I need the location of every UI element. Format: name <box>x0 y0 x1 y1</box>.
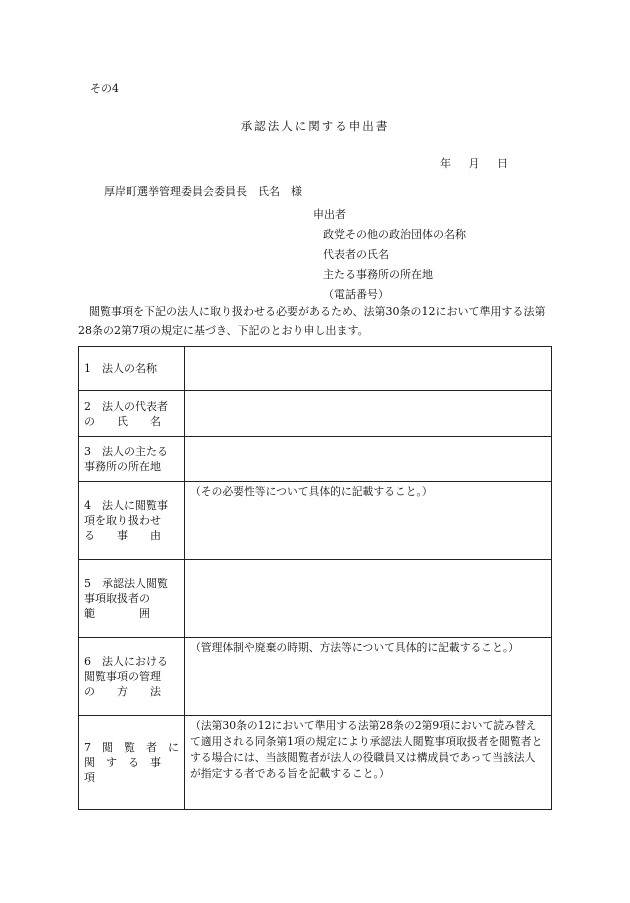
table-row <box>79 560 552 638</box>
row-label-line: 3 法人の主たる <box>84 445 168 458</box>
applicant-block <box>313 205 466 305</box>
row-label-line: 項を取り扱わせ <box>84 514 161 527</box>
row-label <box>79 482 185 560</box>
row-label-line: 関 す る 事 項 <box>84 756 172 784</box>
row-label-line: の 方 法 <box>84 685 161 698</box>
table-row <box>79 638 552 716</box>
date-line <box>440 155 508 171</box>
row-label <box>79 638 185 716</box>
table-row <box>79 347 552 391</box>
table-row <box>79 391 552 437</box>
row-label-line: の 氏 名 <box>84 414 161 428</box>
intro-paragraph: 閲覧事項を下記の法人に取り扱わせる必要があるため、法第30条の12において準用する法第28条の2第7項の規定に基づき、下記のとおり申し出ます。 <box>78 305 546 337</box>
row-label-line: る 事 由 <box>84 529 161 542</box>
row-label <box>79 347 185 391</box>
date-year: 年 <box>440 157 451 170</box>
row-label-line: 範 囲 <box>84 607 150 620</box>
handling-reason-field[interactable]: （その必要性等について具体的に記載すること。） <box>185 482 552 560</box>
row-label-line: 1 法人の名称 <box>84 362 157 375</box>
date-month: 月 <box>468 157 480 170</box>
table-row <box>79 437 552 482</box>
table-row <box>79 482 552 560</box>
applicant-heading: 申出者 <box>313 208 346 221</box>
row-label-line: 5 承認法人閲覧 <box>84 577 168 590</box>
viewer-matters-field[interactable]: （法第30条の12において準用する法第28条の2第9項において読み替えて適用される同条第1項の規定により承認法人閲覧事項取扱者を閲覧者とする場合には、当該閲覧者が法人の役職員又は構成員であって当該法人が指定する者である旨を記載すること。） <box>185 716 552 810</box>
form-number: その4 <box>90 82 119 95</box>
row-label-line: 事項取扱者の <box>84 592 150 605</box>
table-row <box>79 716 552 810</box>
handler-scope-field[interactable] <box>185 560 552 638</box>
applicant-address: 主たる事務所の所在地 <box>323 268 433 281</box>
corporation-name-field[interactable] <box>185 347 552 391</box>
row-label <box>79 391 185 437</box>
document-title: 承認法人に関する申出書 <box>240 119 390 133</box>
applicant-org-name: 政党その他の政治団体の名称 <box>323 228 466 241</box>
row-label-line: 事務所の所在地 <box>84 460 161 473</box>
addressee: 厚岸町選挙管理委員会委員長 氏名 様 <box>104 185 302 198</box>
row-label <box>79 716 185 810</box>
date-day: 日 <box>497 157 508 170</box>
application-table <box>78 346 552 810</box>
row-label-line: 6 法人における <box>84 655 168 668</box>
applicant-phone: （電話番号） <box>323 288 389 301</box>
applicant-representative: 代表者の氏名 <box>323 248 389 261</box>
row-label-line: 4 法人に閲覧事 <box>84 499 168 512</box>
office-address-field[interactable] <box>185 437 552 482</box>
representative-name-field[interactable] <box>185 391 552 437</box>
row-label-line: 閲覧事項の管理 <box>84 670 161 683</box>
row-label <box>79 560 185 638</box>
row-label-line: 7 閲 覧 者 に <box>84 741 179 754</box>
row-label <box>79 437 185 482</box>
row-label-line: 2 法人の代表者 <box>84 399 168 413</box>
management-method-field[interactable]: （管理体制や廃棄の時期、方法等について具体的に記載すること。） <box>185 638 552 716</box>
